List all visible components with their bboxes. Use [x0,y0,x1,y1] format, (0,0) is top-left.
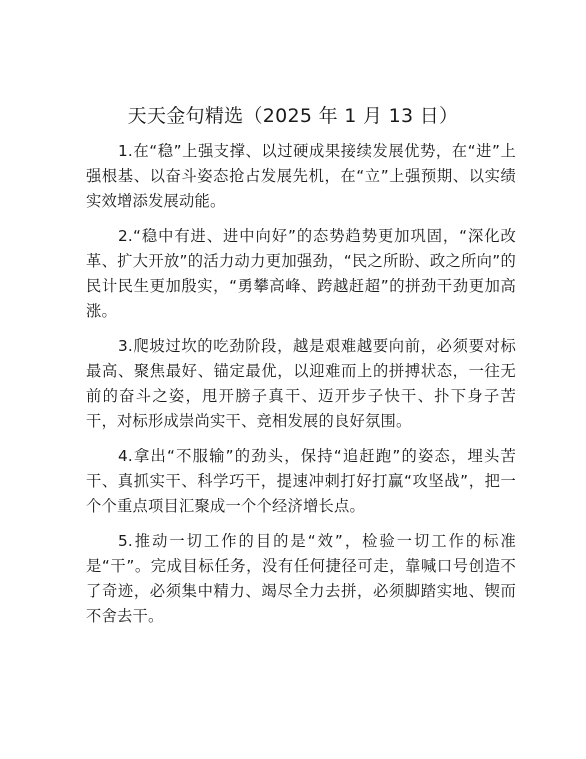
paragraph-5: 5.推动一切工作的目的是“效”，检验一切工作的标准是“干”。完成目标任务，没有任何捷径可走，靠喊口号创造不了奇迹，必须集中精力、竭尽全力去拼，必须脚踏实地、锲而不舍去干。 [86,532,516,625]
document-body [86,139,516,639]
paragraph-2: 2.“稳中有进、进中向好”的态势趋势更加巩固，“深化改革、扩大开放”的活力动力更加强劲，“民之所盼、政之所向”的民计民生更加殷实，“勇攀高峰、跨越赶超”的拼劲干劲更加高涨。 [86,227,516,320]
paragraph-3: 3.爬坡过坎的吃劲阶段，越是艰难越要向前，必须要对标最高、聚焦最好、锚定最优，以迎难而上的拼搏状态，一往无前的奋斗之姿，甩开膀子真干、迈开步子快干、扑下身子苦干，对标形成崇尚实干、竞相发展的良好氛围。 [86,337,516,430]
paragraph-1: 1.在“稳”上强支撑、以过硬成果接续发展优势，在“进”上强根基、以奋斗姿态抢占发展先机，在“立”上强预期、以实绩实效增添发展动能。 [86,142,516,210]
document-title: 天天金句精选（2025 年 1 月 13 日） [127,105,459,127]
paragraph-4: 4.拿出“不服输”的劲头，保持“追赶跑”的姿态，埋头苦干、真抓实干、科学巧干，提速冲刺打好打赢“攻坚战”，把一个个重点项目汇聚成一个个经济增长点。 [86,447,516,515]
